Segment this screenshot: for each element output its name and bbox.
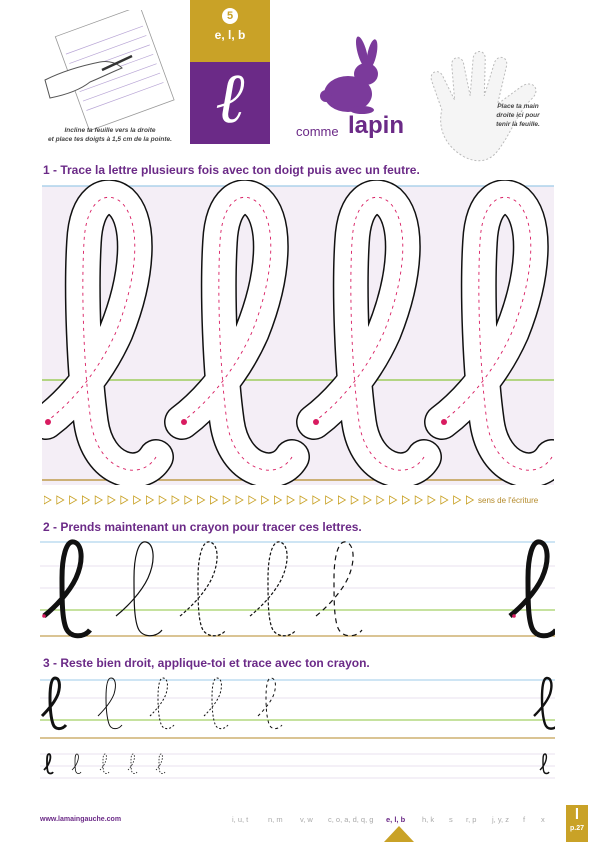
direction-arrow [326,496,333,504]
section-1-title: 1 - Trace la lettre plusieurs fois avec ton doigt puis avec un feutre. [43,163,420,177]
direction-arrow [121,496,128,504]
section-2-title: 2 - Prends maintenant un crayon pour tracer ces lettres. [43,520,362,534]
direction-arrow [364,496,371,504]
website-link[interactable]: www.lamaingauche.com [40,816,122,823]
direction-arrow [402,496,409,504]
active-nav-marker [384,826,414,842]
nav-item[interactable]: f [523,815,526,824]
direction-arrow [262,496,269,504]
dashed-letter-1[interactable] [180,542,226,636]
direction-arrow [198,496,205,504]
direction-arrow [390,496,397,504]
nav-item[interactable]: i, u, t [232,815,249,824]
dashed-tiny-letter-3[interactable] [156,754,165,774]
page-letter: l [574,806,580,823]
dashed-letter-3[interactable] [316,542,362,636]
nav-item[interactable]: j, y, z [492,815,509,824]
direction-arrow [338,496,345,504]
tracing-area-large [42,180,554,485]
model-letter-right [510,542,555,636]
direction-arrow [108,496,115,504]
direction-arrow [377,496,384,504]
nav-item[interactable]: h, k [422,815,435,824]
model-small-letter-right [534,678,555,729]
direction-arrow [236,496,243,504]
nav-item[interactable]: s [449,815,453,824]
nav-item[interactable]: x [541,815,545,824]
direction-arrow [428,496,435,504]
nav-item[interactable]: v, w [300,815,313,824]
direction-arrow [44,496,51,504]
direction-arrow [185,496,192,504]
lesson-script-letter: ℓ [215,57,245,139]
lesson-number: 5 [222,8,238,24]
outline-tiny-letter[interactable] [72,754,81,774]
dashed-small-letter-1[interactable] [150,678,174,729]
direction-arrow [466,496,473,504]
model-small-letter [42,678,66,729]
direction-arrow [70,496,77,504]
note-right: Place ta main droite ici pour tenir la feuille. [496,103,540,128]
direction-arrow [134,496,141,504]
writing-hand-illustration [40,10,180,135]
outline-letter[interactable] [116,542,162,636]
word-prefix: comme [296,124,339,139]
direction-arrow [82,496,89,504]
direction-arrow [441,496,448,504]
direction-arrow [454,496,461,504]
model-tiny-letter [44,754,53,774]
writing-direction-label: sens de l'écriture [478,496,539,505]
direction-arrow [313,496,320,504]
direction-arrow [146,496,153,504]
model-tiny-letter-right [540,754,549,774]
dashed-small-letter-3[interactable] [258,678,282,729]
direction-arrow [351,496,358,504]
direction-arrow [274,496,281,504]
nav-item[interactable]: r, p [466,815,477,824]
example-word: lapin [348,112,405,139]
page-tab [566,805,588,842]
direction-arrow [159,496,166,504]
note-left: Incline ta feuille vers la droite et place tes doigts à 1,5 cm de la pointe. [48,127,172,143]
lesson-letters: e, l, b [214,28,246,42]
direction-arrow [300,496,307,504]
tracing-area-medium [40,538,555,643]
direction-arrow [57,496,64,504]
direction-arrow [172,496,179,504]
direction-arrow [223,496,230,504]
nav-item[interactable]: c, o, a, d, q, g [328,815,374,824]
tracing-area-small [40,674,555,784]
nav-item[interactable]: n, m [268,815,283,824]
outline-small-letter[interactable] [98,678,122,729]
direction-arrow [415,496,422,504]
rabbit-icon [318,36,388,116]
direction-arrow [95,496,102,504]
dashed-tiny-letter-1[interactable] [100,754,109,774]
dashed-tiny-letter-2[interactable] [128,754,137,774]
direction-arrow [210,496,217,504]
section-3-title: 3 - Reste bien droit, applique-toi et trace avec ton crayon. [43,656,370,670]
direction-arrows [44,495,484,505]
dashed-letter-2[interactable] [250,542,296,636]
nav-item-active[interactable]: e, l, b [386,815,406,824]
direction-arrow [249,496,256,504]
page-number: p.27 [569,825,584,832]
dashed-small-letter-2[interactable] [204,678,228,729]
model-letter-left [44,542,90,636]
direction-arrow [287,496,294,504]
